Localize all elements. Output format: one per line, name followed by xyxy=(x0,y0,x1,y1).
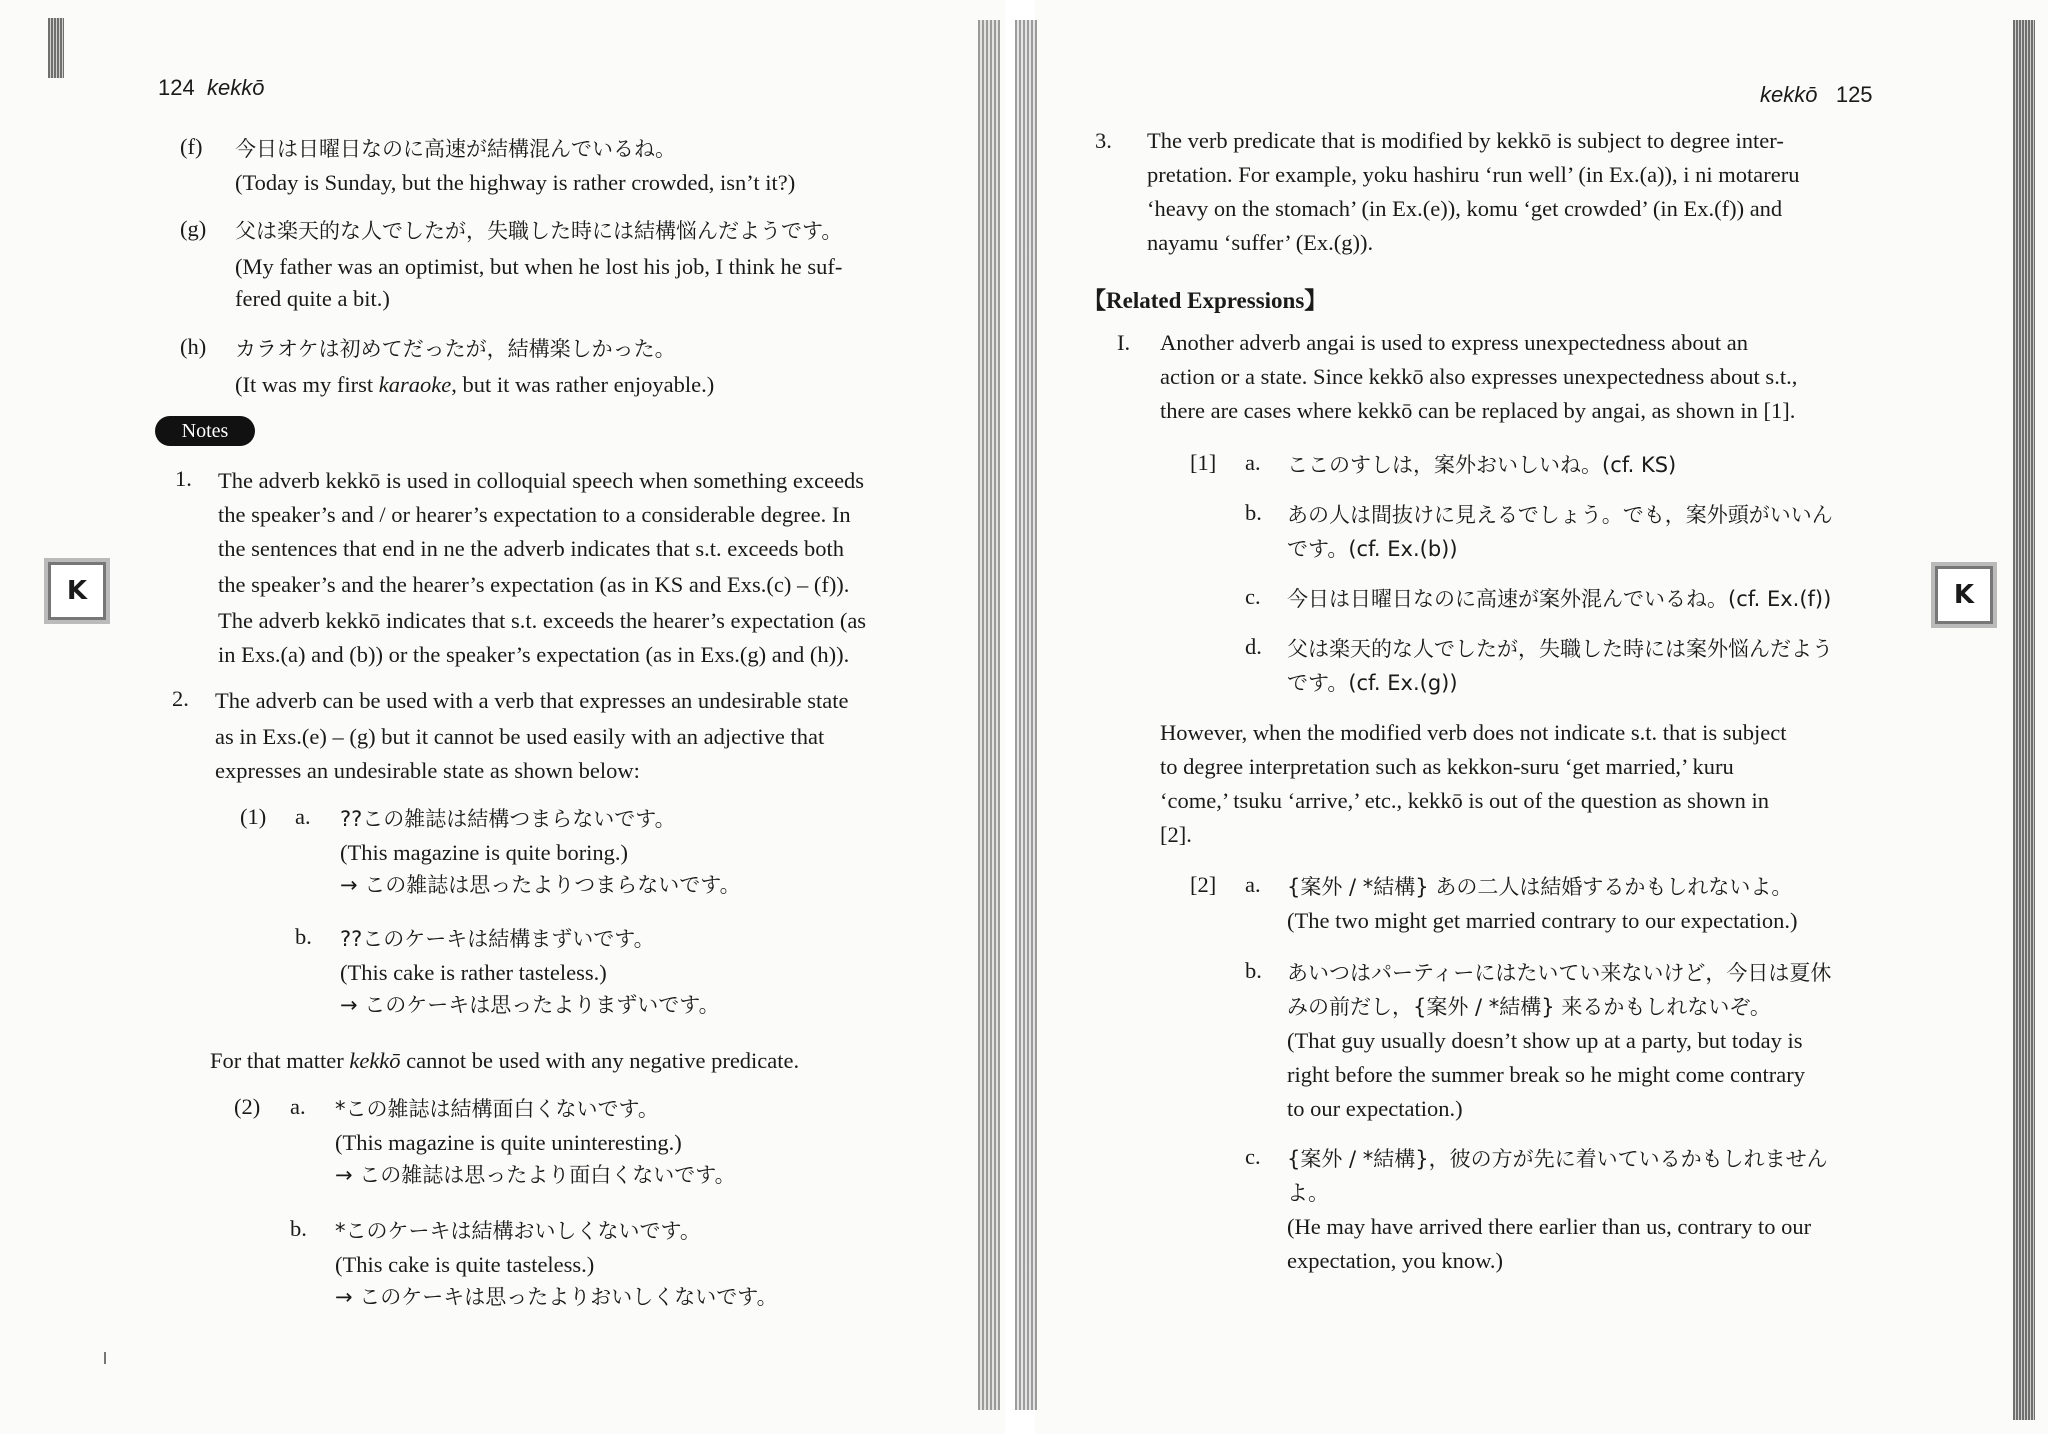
related-1-line-3: there are cases where kekkō can be replaced by angai, as shown in [1]. xyxy=(1160,398,1796,423)
example-b2c-english-2: expectation, you know.) xyxy=(1287,1248,1503,1273)
example-1a-japanese: ??この雑誌は結構つまらないです。 xyxy=(340,807,676,831)
example-f-english: (Today is Sunday, but the highway is rather crowded, isn’t it?) xyxy=(235,170,796,195)
note-2-number: 2. xyxy=(172,686,189,711)
example-b2b-label: b. xyxy=(1245,958,1262,983)
example-b2c-english-1: (He may have arrived there earlier than us, contrary to our xyxy=(1287,1214,1812,1239)
example-b2b-english-2: right before the summer break so he might come contrary xyxy=(1287,1062,1805,1087)
example-h-english-post: , but it was rather enjoyable.) xyxy=(451,372,715,397)
example-label-f: (f) xyxy=(180,134,203,159)
however-line-2: to degree interpretation such as kekkon-suru ‘get married,’ kuru xyxy=(1160,754,1734,779)
left-spine-shadow xyxy=(978,20,1000,1410)
right-running-header xyxy=(1760,82,1873,108)
example-h-japanese: カラオケは初めてだったが，結構楽しかった。 xyxy=(235,337,676,361)
example-b2b-english-3: to our expectation.) xyxy=(1287,1096,1463,1121)
however-line-4: [2]. xyxy=(1160,822,1192,847)
example-2b-japanese: *このケーキは結構おいしくないです。 xyxy=(335,1219,701,1243)
example-h-english-pre: (It was my first xyxy=(235,372,379,397)
example-2b-english: (This cake is quite tasteless.) xyxy=(335,1252,595,1277)
example-2a-label: a. xyxy=(290,1094,306,1119)
note-1-line-3: the sentences that end in ne the adverb indicates that s.t. exceeds both xyxy=(218,536,845,561)
example-b2b-japanese-2: みの前だし，{案外 / *結構} 来るかもしれないぞ。 xyxy=(1287,995,1771,1019)
matter-em: kekkō xyxy=(349,1048,401,1073)
example-1b-arrow: → このケーキは思ったよりまずいです。 xyxy=(340,993,720,1017)
example-1-label: (1) xyxy=(240,804,267,829)
example-2-label: (2) xyxy=(234,1094,261,1119)
example-b2c-japanese-1: {案外 / *結構}，彼の方が先に着いているかもしれません xyxy=(1287,1147,1828,1171)
note-2-line-1: The adverb can be used with a verb that expresses an undesirable state xyxy=(215,688,849,713)
example-b2c-label: c. xyxy=(1245,1144,1261,1169)
example-bracket-1-label: [1] xyxy=(1190,450,1217,475)
note-3-line-1: The verb predicate that is modified by kekkō is subject to degree inter- xyxy=(1147,128,1784,153)
right-running-head: kekkō xyxy=(1760,82,1818,107)
note-1-number: 1. xyxy=(175,466,192,491)
example-2a-arrow: → この雑誌は思ったより面白くないです。 xyxy=(335,1163,736,1187)
note-2-line-3: expresses an undesirable state as shown below: xyxy=(215,758,640,783)
note-3-number: 3. xyxy=(1095,128,1112,153)
example-b1d-line-2: です。(cf. Ex.(g)) xyxy=(1287,671,1458,695)
example-1b-label: b. xyxy=(295,924,312,949)
note-3-line-4: nayamu ‘suffer’ (Ex.(g)). xyxy=(1147,230,1374,255)
example-f-japanese: 今日は日曜日なのに高速が結構混んでいるね。 xyxy=(235,137,676,161)
negative-predicate-note xyxy=(210,1044,799,1078)
example-bracket-2-label: [2] xyxy=(1190,872,1217,897)
example-b1b-line-2: です。(cf. Ex.(b)) xyxy=(1287,537,1458,561)
example-1a-label: a. xyxy=(295,804,311,829)
example-b2b-english-1: (That guy usually doesn’t show up at a party, but today is xyxy=(1287,1028,1803,1053)
example-2a-english: (This magazine is quite uninteresting.) xyxy=(335,1130,682,1155)
related-1-number: I. xyxy=(1117,330,1131,355)
scan-edge-mark xyxy=(48,18,64,78)
example-1a-english: (This magazine is quite boring.) xyxy=(340,840,629,865)
note-1-line-1: The adverb kekkō is used in colloquial speech when something exceeds xyxy=(218,468,865,493)
example-b2a-label: a. xyxy=(1245,872,1261,897)
however-line-3: ‘come,’ tsuku ‘arrive,’ etc., kekkō is out of the question as shown in xyxy=(1160,788,1770,813)
right-tab-letter: K xyxy=(1953,580,1975,610)
related-1-line-1: Another adverb angai is used to express unexpectedness about an xyxy=(1160,330,1748,355)
right-thumb-tab-k xyxy=(1935,566,1993,624)
left-page xyxy=(0,0,1005,1434)
note-2-line-2: as in Exs.(e) – (g) but it cannot be used easily with an adjective that xyxy=(215,724,825,749)
left-page-number: 124 xyxy=(158,75,195,100)
matter-pre: For that matter xyxy=(210,1048,350,1073)
note-3-line-3: ‘heavy on the stomach’ (in Ex.(e)), komu ‘get crowded’ (in Ex.(f)) and xyxy=(1147,196,1783,221)
left-tab-letter: K xyxy=(66,576,88,606)
left-running-head: kekkō xyxy=(206,75,265,100)
example-g-english-2: fered quite a bit.) xyxy=(235,286,390,311)
related-expressions-heading: 【Related Expressions】 xyxy=(1083,288,1328,313)
right-page-number: 125 xyxy=(1835,82,1873,107)
example-label-h: (h) xyxy=(180,334,207,359)
left-running-header xyxy=(158,75,264,101)
example-b1a-text: ここのすしは，案外おいしいね。(cf. KS) xyxy=(1287,453,1677,477)
example-b2b-japanese-1: あいつはパーティーにはたいてい来ないけど，今日は夏休 xyxy=(1287,961,1832,985)
note-1-line-5: The adverb kekkō indicates that s.t. exceeds the hearer’s expectation (as xyxy=(218,608,867,633)
example-b1c-label: c. xyxy=(1245,584,1261,609)
example-1b-japanese: ??このケーキは結構まずいです。 xyxy=(340,927,655,951)
example-2b-label: b. xyxy=(290,1216,307,1241)
scan-speck xyxy=(104,1352,106,1364)
example-label-g: (g) xyxy=(180,216,207,241)
example-b1c-text: 今日は日曜日なのに高速が案外混んでいるね。(cf. Ex.(f)) xyxy=(1287,587,1832,611)
example-1a-arrow: → この雑誌は思ったよりつまらないです。 xyxy=(340,873,741,897)
example-g-english-1: (My father was an optimist, but when he lost his job, I think he suf- xyxy=(235,254,843,279)
note-1-line-4: the speaker’s and the hearer’s expectation (as in KS and Exs.(c) – (f)). xyxy=(218,572,850,597)
example-b2a-japanese: {案外 / *結構} あの二人は結婚するかもしれないよ。 xyxy=(1287,875,1793,899)
example-2a-japanese: *この雑誌は結構面白くないです。 xyxy=(335,1097,659,1121)
example-b1a-label: a. xyxy=(1245,450,1261,475)
example-b1b-label: b. xyxy=(1245,500,1262,525)
however-line-1: However, when the modified verb does not indicate s.t. that is subject xyxy=(1160,720,1787,745)
example-b1d-label: d. xyxy=(1245,634,1262,659)
right-page-edge xyxy=(2013,20,2035,1420)
example-b2a-english: (The two might get married contrary to our expectation.) xyxy=(1287,908,1798,933)
example-h-english-em: karaoke xyxy=(378,372,452,397)
notes-badge: Notes xyxy=(155,416,255,446)
note-1-line-2: the speaker’s and / or hearer’s expectation to a considerable degree. In xyxy=(218,502,851,527)
note-3-line-2: pretation. For example, yoku hashiru ‘run well’ (in Ex.(a)), i ni motareru xyxy=(1147,162,1800,187)
example-2b-arrow: → このケーキは思ったよりおいしくないです。 xyxy=(335,1285,778,1309)
left-thumb-tab-k xyxy=(48,562,106,620)
example-h-english xyxy=(235,368,714,402)
example-1b-english: (This cake is rather tasteless.) xyxy=(340,960,607,985)
related-1-line-2: action or a state. Since kekkō also expresses unexpectedness about s.t., xyxy=(1160,364,1798,389)
right-page xyxy=(1035,0,2048,1434)
example-g-japanese: 父は楽天的な人でしたが，失職した時には結構悩んだようです。 xyxy=(235,219,843,243)
matter-post: cannot be used with any negative predicate. xyxy=(400,1048,800,1073)
note-1-line-6: in Exs.(a) and (b)) or the speaker’s expectation (as in Exs.(g) and (h)). xyxy=(218,642,850,667)
example-b1b-line-1: あの人は間抜けに見えるでしょう。でも，案外頭がいいん xyxy=(1287,503,1833,527)
example-b2c-japanese-2: よ。 xyxy=(1287,1181,1329,1205)
example-b1d-line-1: 父は楽天的な人でしたが，失職した時には案外悩んだよう xyxy=(1287,637,1833,661)
right-spine-shadow xyxy=(1015,20,1037,1410)
